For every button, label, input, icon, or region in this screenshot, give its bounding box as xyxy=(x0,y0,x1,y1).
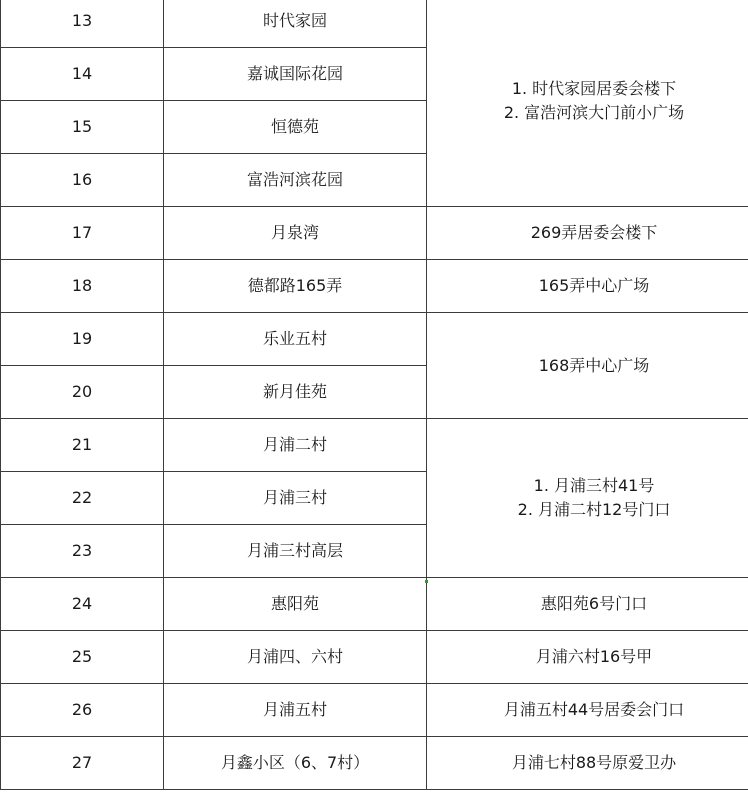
community-name: 月浦四、六村 xyxy=(164,631,427,684)
location-cell: 月浦六村16号甲 xyxy=(427,631,748,684)
table-row xyxy=(1,631,748,684)
community-name: 月浦三村高层 xyxy=(164,525,427,578)
community-name: 富浩河滨花园 xyxy=(164,154,427,207)
row-number: 27 xyxy=(1,737,164,790)
table-row xyxy=(1,207,748,260)
row-number: 16 xyxy=(1,154,164,207)
location-cell xyxy=(427,419,748,578)
location-cell: 月浦五村44号居委会门口 xyxy=(427,684,748,737)
location-line: 1. 时代家园居委会楼下 xyxy=(511,78,677,98)
community-name: 乐业五村 xyxy=(164,313,427,366)
community-name: 惠阳苑 xyxy=(164,578,427,631)
row-number: 14 xyxy=(1,48,164,101)
location-cell: 269弄居委会楼下 xyxy=(427,207,748,260)
table-row xyxy=(1,684,748,737)
row-number: 13 xyxy=(1,0,164,48)
community-name: 月泉湾 xyxy=(164,207,427,260)
location-cell: 165弄中心广场 xyxy=(427,260,748,313)
row-number: 23 xyxy=(1,525,164,578)
row-number: 19 xyxy=(1,313,164,366)
table-row xyxy=(1,419,748,472)
table-row xyxy=(1,0,748,48)
location-line: 2. 月浦二村12号门口 xyxy=(517,500,671,519)
location-cell: 月浦七村88号原爱卫办 xyxy=(427,737,748,790)
location-line: 1. 月浦三村41号 xyxy=(533,476,655,495)
table-row xyxy=(1,578,748,631)
community-name: 德都路165弄 xyxy=(164,260,427,313)
row-number: 22 xyxy=(1,472,164,525)
row-number: 24 xyxy=(1,578,164,631)
row-number: 25 xyxy=(1,631,164,684)
community-name: 月鑫小区（6、7村） xyxy=(164,737,427,790)
location-cell: 168弄中心广场 xyxy=(427,313,748,419)
location-cell xyxy=(427,0,748,207)
location-cell: 惠阳苑6号门口 xyxy=(427,578,748,631)
row-number: 26 xyxy=(1,684,164,737)
row-number: 15 xyxy=(1,101,164,154)
table-row xyxy=(1,260,748,313)
community-name: 月浦五村 xyxy=(164,684,427,737)
location-line: 2. 富浩河滨大门前小广场 xyxy=(503,102,685,122)
cell-marker xyxy=(425,580,428,583)
community-name: 月浦二村 xyxy=(164,419,427,472)
community-name: 时代家园 xyxy=(164,0,427,48)
row-number: 18 xyxy=(1,260,164,313)
table-row xyxy=(1,313,748,366)
row-number: 20 xyxy=(1,366,164,419)
row-number: 17 xyxy=(1,207,164,260)
community-name: 嘉诚国际花园 xyxy=(164,48,427,101)
community-name: 月浦三村 xyxy=(164,472,427,525)
row-number: 21 xyxy=(1,419,164,472)
community-name: 新月佳苑 xyxy=(164,366,427,419)
community-name: 恒德苑 xyxy=(164,101,427,154)
table-row xyxy=(1,737,748,790)
